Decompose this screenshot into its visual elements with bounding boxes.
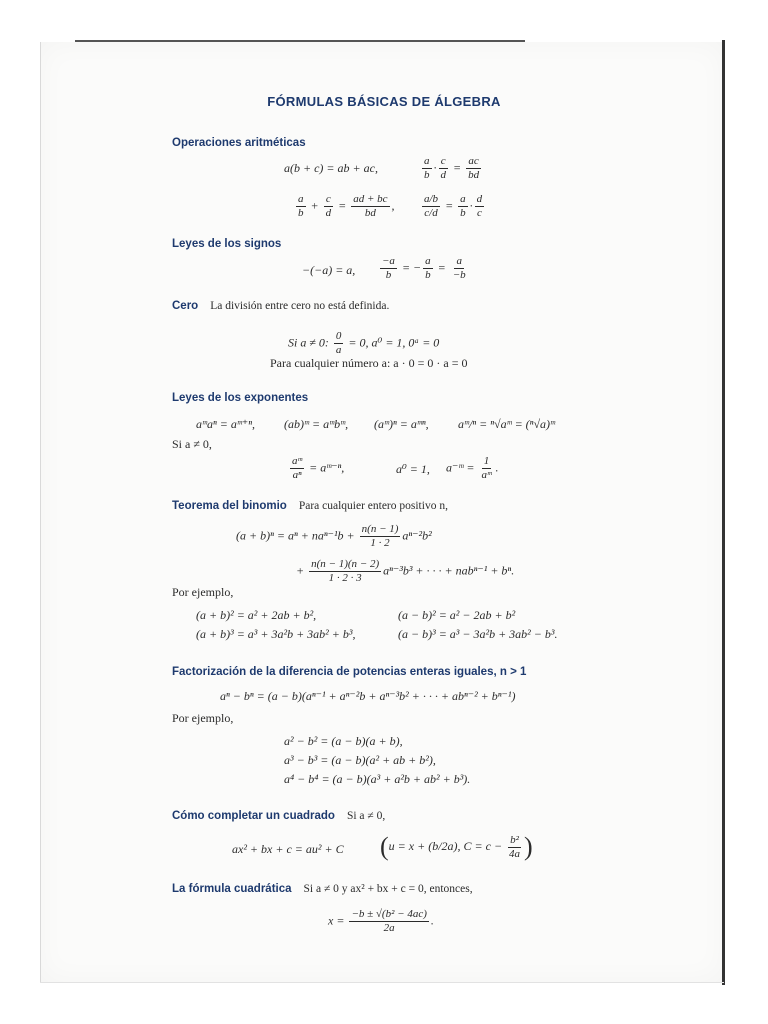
complete-square-note: Si a ≠ 0,	[346, 810, 386, 822]
heading-arith: Operaciones aritméticas	[172, 137, 306, 149]
heading-quadratic: La fórmula cuadrática Si a ≠ 0 y ax² + bx + c = 0, entonces,	[172, 883, 473, 895]
formula-product: $\frac{a}{b}$ · $\frac{c}{d}$ = $\frac{ac}{bd}$	[424, 155, 480, 181]
formula-zero: Si a ≠ 0: $\frac{0}{a}$ = 0, a⁰ = 1, 0ᵃ = 0	[288, 330, 440, 356]
formula-distributive: a(b + c) = ab + ac,	[284, 161, 378, 175]
heading-complete-square: Cómo completar un cuadrado Si a ≠ 0,	[172, 810, 386, 822]
quadratic-note: Si a ≠ 0 y ax² + bx + c = 0, entonces,	[303, 883, 473, 895]
exp-condition: Si a ≠ 0,	[172, 437, 212, 451]
factorization-example-1: a² − b² = (a − b)(a + b),	[284, 734, 403, 748]
right-edge	[722, 40, 725, 985]
heading-binomial: Teorema del binomio Para cualquier entero positivo n,	[172, 500, 448, 512]
page-title: FÓRMULAS BÁSICAS DE ÁLGEBRA	[267, 94, 501, 109]
formula-exp-root: aᵐ/ⁿ = ⁿ√aᵐ = (ⁿ√a)ᵐ	[458, 417, 556, 431]
binomial-example-4: (a − b)³ = a³ − 3a²b + 3ab² − b³.	[398, 627, 558, 641]
binomial-example-3: (a + b)³ = a³ + 3a²b + 3ab² + b³,	[196, 627, 356, 641]
formula-exp-power-product: (ab)ᵐ = aᵐbᵐ,	[284, 417, 349, 431]
left-edge	[40, 42, 41, 982]
formula-binomial-line2: + $\frac{n(n - 1)(n - 2)}{1 \cdot 2 \cdot 3}$ aⁿ⁻³b³ + · · · + nabⁿ⁻¹ + bⁿ.	[296, 558, 515, 584]
formula-double-negative: −(−a) = a,	[302, 263, 356, 277]
formula-exp-power-power: (aᵐ)ⁿ = aᵐⁿ,	[374, 417, 429, 431]
zero-note: La división entre cero no está definida.	[210, 300, 390, 312]
formula-factorization: aⁿ − bⁿ = (a − b)(aⁿ⁻¹ + aⁿ⁻²b + aⁿ⁻³b² + · · · + abⁿ⁻² + bⁿ⁻¹)	[220, 689, 516, 703]
top-rule	[75, 40, 525, 42]
factorization-example-3: a⁴ − b⁴ = (a − b)(a³ + a²b + ab² + b³).	[284, 772, 471, 786]
formula-sum: $\frac{a}{b}$ + $\frac{c}{d}$ = $\frac{ad + bc}{bd}$ ,	[298, 193, 395, 219]
binomial-note: Para cualquier entero positivo n,	[298, 500, 448, 512]
formula-exp-zero: a⁰ = 1,	[396, 462, 430, 476]
formula-sign-fraction: $\frac{-a}{b}$ = − $\frac{a}{b}$ = $\frac{a}{-b}$	[382, 255, 466, 281]
binomial-example-label: Por ejemplo,	[172, 585, 234, 599]
factorization-example-label: Por ejemplo,	[172, 711, 234, 725]
formula-binomial-line1: (a + b)ⁿ = aⁿ + naⁿ⁻¹b + $\frac{n(n - 1)}{1 \cdot 2}$ aⁿ⁻²b²	[236, 523, 432, 549]
formula-exp-negative: a⁻ᵐ = $\frac{1}{\text{aᵐ}}$ .	[446, 455, 499, 481]
heading-zero: Cero La división entre cero no está definida.	[172, 300, 390, 312]
formula-complete-square: ax² + bx + c = au² + C	[232, 842, 344, 856]
formula-exp-quotient: $\frac{\text{aᵐ}}{\text{aⁿ}}$ = aᵐ⁻ⁿ,	[292, 455, 345, 481]
formula-quadratic: x = $\frac{\text{−b ± √(b² − 4ac)}}{2a}$ .	[328, 908, 434, 934]
formula-complete-square-def: (u = x + (b/2a), C = c − $\frac{\text{b²}}{4a}$ )	[380, 832, 533, 861]
binomial-example-1: (a + b)² = a² + 2ab + b²,	[196, 608, 317, 622]
bottom-edge	[40, 982, 724, 983]
heading-signs: Leyes de los signos	[172, 238, 282, 250]
formula-exp-product: aᵐaⁿ = aᵐ⁺ⁿ,	[196, 417, 255, 431]
heading-exponents: Leyes de los exponentes	[172, 392, 309, 404]
formula-zero-product: Para cualquier número a: a · 0 = 0 · a = 0	[270, 356, 468, 370]
factorization-example-2: a³ − b³ = (a − b)(a² + ab + b²),	[284, 753, 436, 767]
binomial-example-2: (a − b)² = a² − 2ab + b²	[398, 608, 516, 622]
formula-division: $\frac{a/b}{c/d}$ = $\frac{a}{b}$ · $\frac{d}{c}$	[424, 193, 483, 219]
heading-factorization: Factorización de la diferencia de potencias enteras iguales, n > 1	[172, 666, 527, 678]
